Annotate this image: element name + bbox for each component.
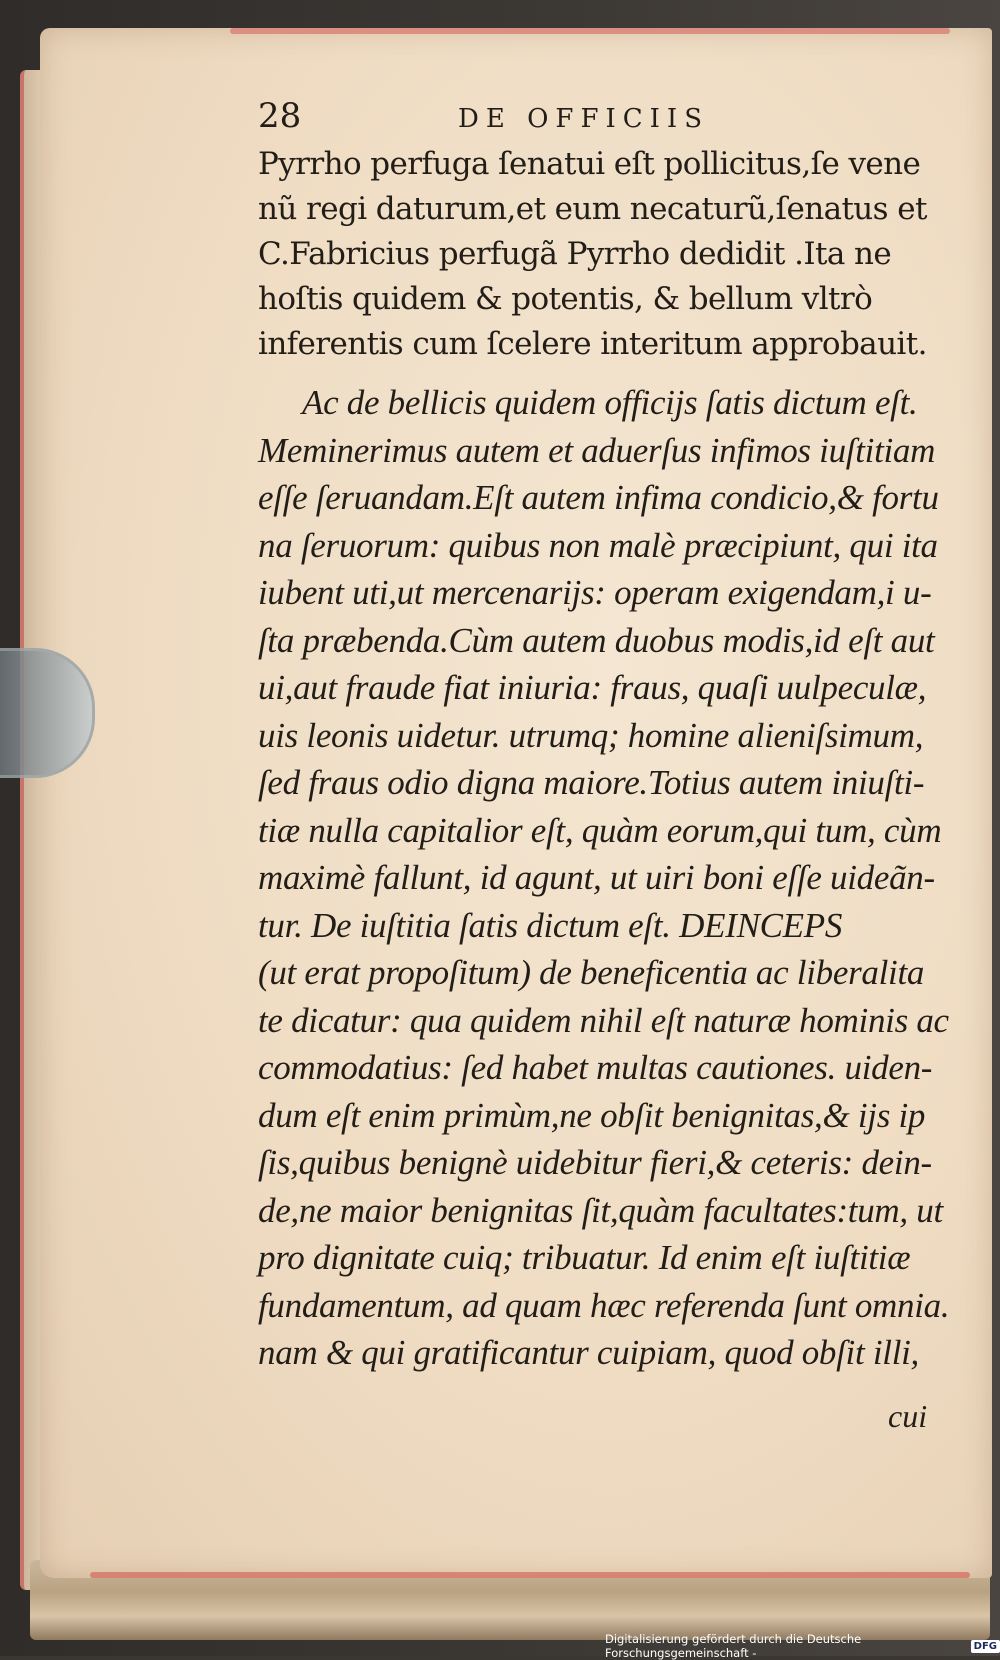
running-head — [258, 96, 953, 142]
text-line: tiæ nulla capitalior eſt, quàm eorum,qui tum, cùm — [258, 810, 942, 850]
text-line: uis leonis uidetur. utrumq; homine alieniſsimum, — [258, 715, 924, 755]
text-line: inferentis cum ſcelere interitum approbauit. — [258, 326, 927, 362]
text-line: maximè fallunt, id agunt, ut uiri boni eſſe uideãn- — [258, 858, 935, 897]
page-number: 28 — [258, 96, 302, 136]
digitization-credit — [605, 1632, 1000, 1660]
dfg-logo: DFG — [971, 1640, 1000, 1653]
text-line: eſſe ſeruandam.Eſt autem infima condicio,& fortu — [258, 478, 939, 517]
text-line: tur. De iuſtitia ſatis dictum eſt. DEINCEPS — [258, 905, 843, 945]
text-line: nũ regi daturum,et eum necaturũ,ſenatus et — [258, 191, 927, 227]
page-bottom-red-edge — [90, 1572, 970, 1578]
page-top-red-edge — [230, 28, 950, 34]
italic-paragraph — [258, 379, 953, 1377]
text-line: (ut erat propoſitum) de beneficentia ac liberalita — [258, 953, 925, 992]
text-line: de,ne maior benignitas ſit,quàm facultates:tum, ut — [258, 1190, 943, 1230]
roman-paragraph — [258, 142, 953, 367]
text-line: nam & qui gratificantur cuipiam, quod obſit illi, — [258, 1333, 919, 1372]
text-line: ui,aut fraude fiat iniuria: fraus, quaſi uulpeculæ, — [258, 668, 927, 707]
text-line: Pyrrho perfuga ſenatui eſt pollicitus,ſe vene — [258, 146, 921, 182]
running-head-title: DE OFFICIIS — [458, 104, 710, 134]
text-line: te dicatur: qua quidem nihil eſt naturæ hominis ac — [258, 1000, 949, 1040]
text-line: fundamentum, ad quam hæc referenda ſunt omnia. — [258, 1285, 950, 1325]
text-line: ſta præbenda.Cùm autem duobus modis,id eſt aut — [258, 620, 935, 660]
text-line: dum eſt enim primùm,ne obſit benignitas,& ijs ip — [258, 1095, 926, 1135]
catchword: cui — [888, 1398, 928, 1434]
text-line: Ac de bellicis quidem officijs ſatis dictum eſt. — [302, 383, 918, 422]
text-line: pro dignitate cuiq; tribuatur. Id enim eſt iuſtitiæ — [258, 1238, 911, 1277]
text-line: hoſtis quidem & potentis, & bellum vltrò — [258, 281, 873, 317]
page-text-block — [258, 96, 953, 1377]
credit-text: Digitalisierung gefördert durch die Deutsche Forschungsgemeinschaft - — [605, 1632, 862, 1660]
text-line: iubent uti,ut mercenarijs: operam exigendam,i u- — [258, 573, 932, 612]
text-line: ſis,quibus benignè uidebitur fieri,& ceteris: dein- — [258, 1143, 932, 1182]
text-line: na ſeruorum: quibus non malè præcipiunt, qui ita — [258, 525, 938, 565]
text-line: ſed fraus odio digna maiore.Totius autem iniuſti- — [258, 763, 925, 802]
text-line: C.Fabricius perfugã Pyrrho dedidit .Ita ne — [258, 236, 892, 272]
text-line: Meminerimus autem et aduerſus infimos iuſtitiam — [258, 430, 936, 470]
text-line: commodatius: ſed habet multas cautiones. uiden- — [258, 1048, 933, 1087]
